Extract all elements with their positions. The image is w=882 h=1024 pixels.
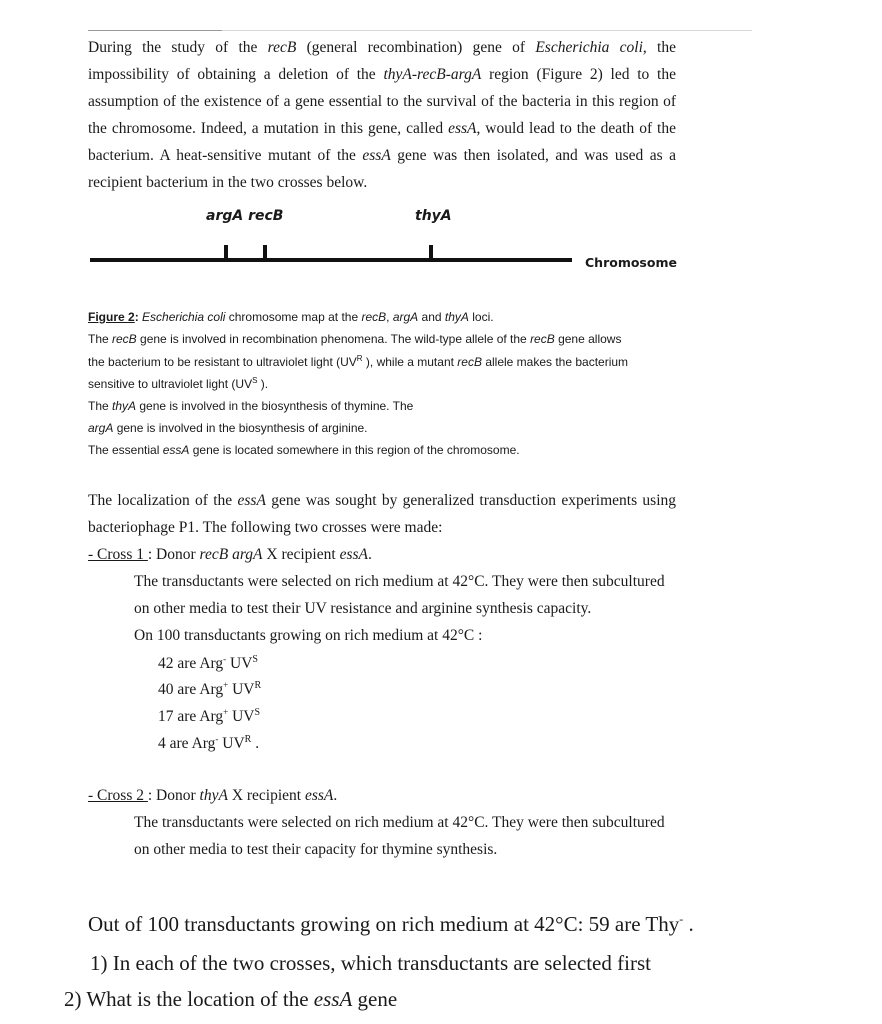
top-rule-accent [88,30,222,31]
caption-line-3: the bacterium to be resistant to ultraviolet light ($UV^R$ ), while a mutant recB allele makes the bacterium [88,354,629,369]
transduction-line-2: bacteriophage P1. The following two crosses were made: [88,519,443,536]
cross2-heading: - Cross 2 : Donor thyA X recipient essA. [88,787,338,804]
chromosome-label: Chromosome [585,255,677,270]
cross2-line-1: The transductants were selected on rich medium at 42°C. They were then subcultured [134,814,665,831]
chromosome-map [0,195,882,285]
intro-line-2: impossibility of obtaining a deletion of the thyA-recB-argA region (Figure 2) led to the [88,66,676,83]
intro-line-5: bacterium. A heat-sensitive mutant of the essA gene was then isolated, and was used as a [88,147,676,164]
cross1-line-2: on other media to test their UV resistance and arginine synthesis capacity. [134,600,592,617]
cross1-result-4: 4 are Arg- $UV^R$ . [158,734,260,753]
map-label-argA-recB: argA recB [206,208,284,224]
caption-line-6: argA gene is involved in the biosynthesis of arginine. [88,421,368,435]
caption-line-7: The essential essA gene is located somewhere in this region of the chromosome. [88,443,520,457]
cross1-result-1: 42 are Arg- $UV^S$ [158,654,258,673]
caption-line-2: The recB gene is involved in recombination phenomena. The wild-type allele of the recB gene allows [88,332,622,346]
cross1-result-3: 17 are Arg+ $UV^S$ [158,707,261,726]
caption-title: Figure 2: Escherichia coli chromosome map at the recB, argA and thyA loci. [88,310,494,324]
intro-line-1: During the study of the recB (general recombination) gene of Escherichia coli, the [88,39,676,56]
cross1-line-3: On 100 transductants growing on rich medium at 42°C : [134,627,483,644]
map-label-thyA: thyA [415,208,452,224]
intro-line-4: the chromosome. Indeed, a mutation in this gene, called essA, would lead to the death of the [88,120,676,137]
intro-line-3: assumption of the existence of a gene essential to the survival of the bacteria in this region of [88,93,676,110]
caption-line-5: The thyA gene is involved in the biosynthesis of thymine. The [88,399,414,413]
question-1: 1) In each of the two crosses, which transductants are selected first [90,951,651,975]
intro-line-6: recipient bacterium in the two crosses below. [88,174,368,191]
cross1-line-1: The transductants were selected on rich medium at 42°C. They were then subcultured [134,573,665,590]
cross1-result-2: 40 are Arg+ $UV^R$ [158,680,262,699]
transduction-line-1: The localization of the essA gene was sought by generalized transduction experiments using [88,492,676,509]
cross1-heading: - Cross 1 : Donor recB argA X recipient essA. [88,546,372,563]
cross2-line-2: on other media to test their capacity for thymine synthesis. [134,841,498,858]
question-2: 2) What is the location of the essA gene [64,987,398,1011]
caption-line-4: sensitive to ultraviolet light ($UV^S$ ). [88,376,269,391]
cross2-result: Out of 100 transductants growing on rich medium at 42°C: 59 are Thy- . [88,912,694,936]
